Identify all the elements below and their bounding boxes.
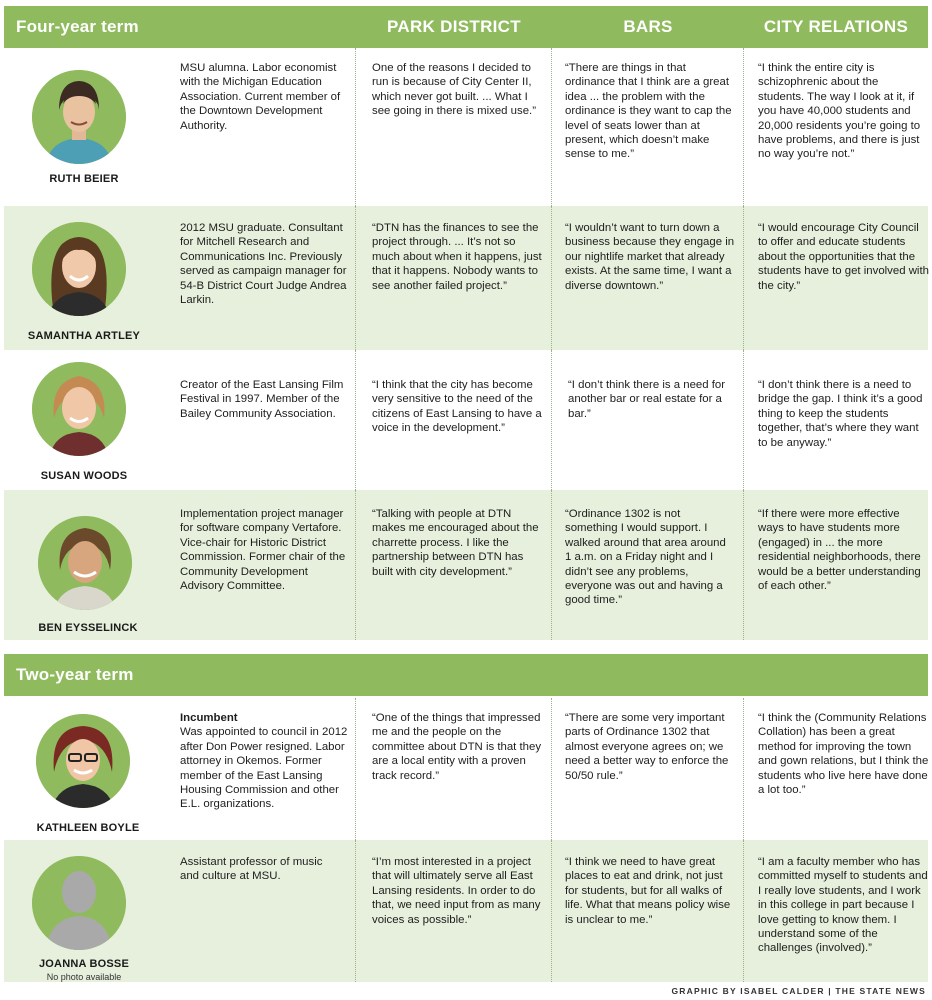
city-relations-quote: “I am a faculty member who has committed myself to students and I really love students, and I work in this college in part because I love getting to know them. I understand some of the challenges (involved).” — [758, 856, 928, 955]
bars-quote: “I think we need to have great places to eat and drink, not just for students, but for all walks of life. What that means policy wise is unclear to me.” — [565, 856, 731, 926]
city-relations-quote: “If there were more effective ways to have students more (engaged) in ... the more residential neighborhoods, there would be a better understanding of each other.” — [758, 508, 921, 593]
candidate-name: SUSAN WOODS — [40, 470, 128, 482]
candidate-photo — [32, 222, 126, 316]
park-district-quote: “One of the things that impressed me and the people on the committee about DTN is that they are a local entity with a proven track record.” — [372, 712, 542, 782]
candidate-name: JOANNA BOSSE — [38, 958, 129, 970]
city-relations-quote: “I would encourage City Council to offer and educate students about the opportunities that the students have to get involved with the city.” — [758, 222, 929, 292]
park-district-quote: One of the reasons I decided to run is because of City Center II, which never got built. ... What I see going in there is mixed use.” — [372, 62, 536, 118]
four-year-term-label: Four-year term — [16, 17, 139, 36]
candidate-row-samantha-artley — [4, 206, 928, 350]
candidate-row-ruth-beier — [4, 48, 928, 206]
candidate-name: SAMANTHA ARTLEY — [27, 330, 141, 342]
candidate-photo — [36, 714, 130, 808]
park-district-quote: “I’m most interested in a project that will ultimately serve all East Lansing residents. In order to do that, we need input from as many voices as possible.” — [372, 856, 541, 926]
bars-quote: “There are some very important parts of Ordinance 1302 that almost everyone agrees on; we need a better way to enforce the 50/50 rule.” — [565, 712, 729, 782]
candidate-name: BEN EYSSELINCK — [38, 622, 138, 634]
candidate-photo — [38, 516, 132, 610]
park-district-quote: “DTN has the finances to see the project through. ... It’s not so much about when it happens, just that it happens. Nobody wants to see another failed project.” — [372, 222, 542, 292]
candidate-bio: MSU alumna. Labor economist with the Michigan Education Association. Current member of the Downtown Development Authority. — [180, 62, 341, 132]
graphic-credit: GRAPHIC BY ISABEL CALDER | THE STATE NEWS — [671, 986, 926, 996]
candidate-row-joanna-bosse — [4, 840, 928, 982]
incumbent-label: Incumbent — [180, 712, 238, 724]
bars-quote: “Ordinance 1302 is not something I would support. I walked around that area around 1 a.m. on a Friday night and I didn’t see any problems, everyone was out and having a good time.” — [565, 508, 726, 607]
city-relations-quote: “I don’t think there is a need to bridge the gap. I think it’s a good thing to keep the students together, that’s where they want to be anyway.” — [758, 379, 923, 449]
candidate-row-ben-eysselinck — [4, 490, 928, 640]
placeholder-avatar-icon — [32, 856, 126, 950]
candidate-photo — [32, 362, 126, 456]
candidate-row-susan-woods — [4, 350, 928, 490]
bars-quote: “I wouldn’t want to turn down a business because they engage in our nightlife market that already exists. At the same time, I want a diverse downtown.” — [565, 222, 735, 292]
column-header-park-district: PARK DISTRICT — [387, 17, 521, 36]
city-relations-quote: “I think the entire city is schizophrenic about the students. The way I look at it, if you have 40,000 students and 20,000 residents you’re going to have problems, and there is just no way you’re not.” — [758, 62, 921, 161]
candidate-name: KATHLEEN BOYLE — [36, 822, 140, 834]
bars-quote: “I don’t think there is a need for another bar or real estate for a bar.” — [568, 379, 726, 420]
two-year-term-label: Two-year term — [16, 665, 134, 684]
candidate-bio: Assistant professor of music and culture at MSU. — [180, 856, 323, 883]
candidate-bio: Creator of the East Lansing Film Festival in 1997. Member of the Bailey Community Association. — [180, 379, 344, 420]
two-year-header — [4, 654, 928, 696]
four-year-header — [4, 6, 928, 48]
bars-quote: “There are things in that ordinance that I think are a great idea ... the problem with the ordinance is they want to cap the level of seats lower than at present, which doesn’t make sense to me.” — [565, 62, 732, 161]
candidate-photo — [32, 70, 126, 164]
park-district-quote: “I think that the city has become very sensitive to the need of the citizens of East Lansing to have a voice in the development.” — [372, 379, 542, 435]
no-photo-note: No photo available — [46, 972, 122, 982]
city-relations-quote: “I think the (Community Relations Collation) has been a great method for improving the town and gown relations, but I think the students who live here have done a lot too.” — [758, 712, 929, 797]
candidate-bio — [180, 711, 350, 812]
candidate-row-kathleen-boyle — [4, 698, 928, 840]
column-header-city-relations: CITY RELATIONS — [763, 17, 909, 36]
candidate-name: RUTH BEIER — [49, 173, 119, 185]
park-district-quote: “Talking with people at DTN makes me encouraged about the charrette process. I like the partnership between DTN has built with city development.” — [372, 508, 539, 578]
candidate-bio: Implementation project manager for software company Vertafore. Vice-chair for Historic District Commission. Former chair of the Community Development Advisory Committee. — [180, 508, 346, 593]
column-header-bars: BARS — [623, 17, 673, 36]
candidate-bio: 2012 MSU graduate. Consultant for Mitchell Research and Communications Inc. Previously served as campaign manager for 54-B District Court Judge Andrea Larkin. — [180, 222, 347, 307]
candidate-bio-text: Was appointed to council in 2012 after Don Power resigned. Labor attorney in Okemos. Former member of the East Lansing Housing Commission and other E.L. organizations. — [180, 726, 348, 811]
